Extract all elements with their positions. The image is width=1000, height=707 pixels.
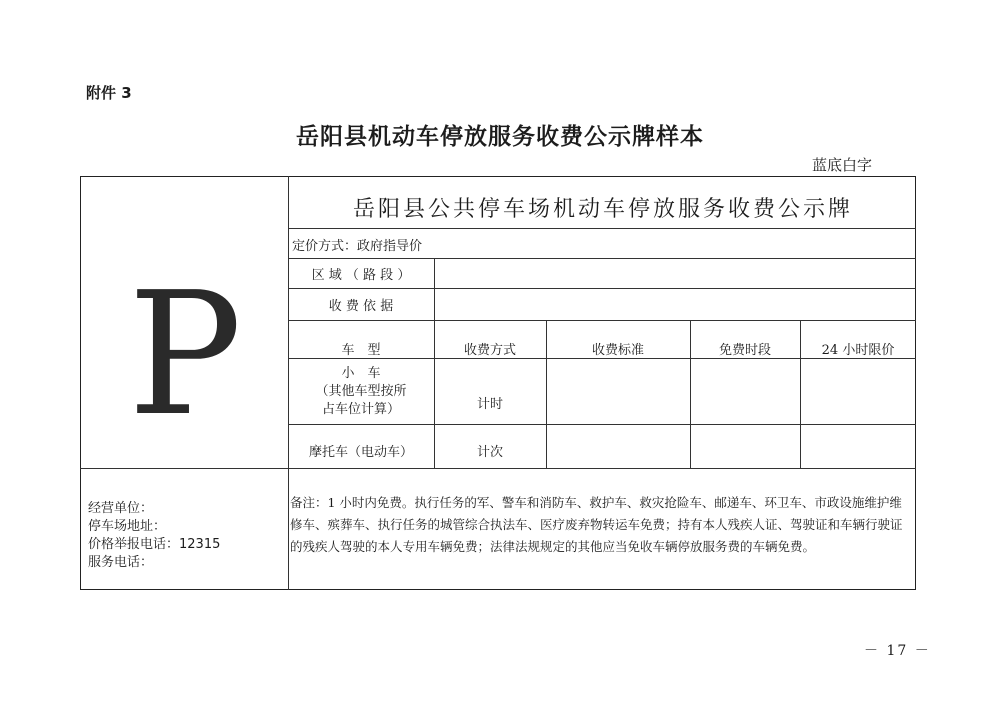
divider — [80, 468, 916, 469]
region-value — [434, 258, 916, 288]
region-label: 区 域 （ 路 段 ） — [311, 267, 411, 283]
operator-unit: 经营单位： — [88, 501, 154, 516]
attachment-label: 附件 3 — [86, 84, 132, 102]
row-small-car-type: 小 车 （其他车型按所 占车位计算） — [315, 366, 407, 417]
row-motorcycle-type: 摩托车（电动车） — [308, 444, 413, 460]
row-motorcycle-method: 计次 — [476, 444, 503, 460]
remarks: 备注：1 小时内免费。执行任务的军、警车和消防车、救护车、救灾抢险车、邮递车、环卫车、市政设施维护维修车、殡葬车、执行任务的城管综合执法车、医疗废弃物转运车免费；持有本人残疾人证、驾驶证和车辆行驶证的残疾人驾驶的本人专用车辆免费；法律法规规定的其他应当免收车辆停放服务费的车辆免费。 — [290, 495, 903, 554]
pricing-method: 定价方式：政府指导价 — [292, 238, 423, 254]
row-small-car-cap — [800, 358, 916, 424]
parking-p-symbol: P — [127, 256, 243, 454]
header-free-period: 免费时段 — [718, 342, 771, 358]
document-title: 岳阳县机动车停放服务收费公示牌样本 — [296, 124, 704, 150]
divider — [288, 228, 916, 229]
divider — [288, 320, 916, 321]
row-small-car-free — [690, 358, 800, 424]
color-note: 蓝底白字 — [812, 156, 873, 174]
price-report-phone: 价格举报电话：12315 — [88, 537, 221, 552]
basis-label: 收 费 依 据 — [328, 298, 394, 314]
operator-info — [88, 500, 220, 572]
header-24h-cap: 24 小时限价 — [821, 342, 895, 358]
row-motorcycle-standard — [546, 424, 690, 468]
parking-address: 停车场地址： — [88, 519, 167, 534]
header-charge-standard: 收费标准 — [591, 342, 644, 358]
board-title: 岳阳县公共停车场机动车停放服务收费公示牌 — [352, 197, 853, 222]
service-phone: 服务电话： — [88, 555, 154, 570]
row-small-car-standard — [546, 358, 690, 424]
row-motorcycle-free — [690, 424, 800, 468]
header-charge-method: 收费方式 — [463, 342, 516, 358]
basis-value — [434, 288, 916, 320]
page-number: － 17 － — [864, 643, 931, 659]
header-vehicle-type: 车 型 — [341, 342, 381, 358]
row-small-car-method: 计时 — [476, 396, 503, 412]
row-motorcycle-cap — [800, 424, 916, 468]
